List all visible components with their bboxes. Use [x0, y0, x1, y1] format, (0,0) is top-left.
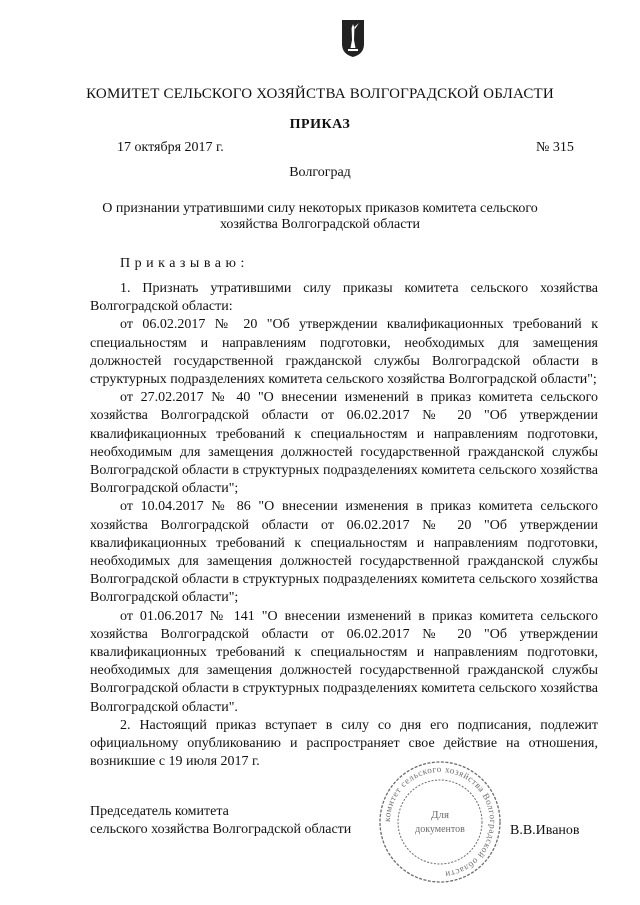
order-subject: О признании утратившими силу некоторых приказов комитета сельского хозяйства Волгоградской области: [102, 201, 538, 232]
seal-stamp: [376, 758, 504, 886]
order-number: № 315: [536, 140, 574, 155]
paragraph: от 27.02.2017 № 40 "О внесении изменений в приказ комитета сельского хозяйства Волгоградской области от 06.02.2017 № 20 "Об утверждении квалификационных требований к специальностям и направлениям подготовки, необходимым для замещения должностей государственной гражданской службы Волгоградской области в структурных подразделениях комитета сельского хозяйства Волгоградской области";: [90, 390, 598, 497]
paragraph: 1. Признать утратившими силу приказы комитета сельского хозяйства Волгоградской области:: [90, 281, 598, 315]
order-body: [90, 280, 598, 771]
signatory-title-line: Председатель комитета: [90, 804, 229, 819]
coat-of-arms-icon: [341, 18, 365, 58]
signatory-name: В.В.Иванов: [510, 823, 580, 838]
order-directive: Приказываю:: [120, 256, 249, 271]
stamp-ring-text: комитет сельского хозяйства Волгоградской области: [381, 763, 499, 880]
committee-name: КОМИТЕТ СЕЛЬСКОГО ХОЗЯЙСТВА ВОЛГОГРАДСКОЙ ОБЛАСТИ: [86, 86, 554, 102]
stamp-center-line: документов: [415, 824, 465, 835]
paragraph: от 06.02.2017 № 20 "Об утверждении квалификационных требований к специальностям и направлениям подготовки, необходимых для замещения должностей государственной гражданской службы Волгоградской области в структурных подразделениях комитета сельского хозяйства Волгоградской области";: [90, 317, 598, 388]
paragraph: 2. Настоящий приказ вступает в силу со дня его подписания, подлежит официальному опубликованию и распространяет свое действие на отношения, возникшие с 19 июля 2017 г.: [90, 717, 598, 770]
order-date: 17 октября 2017 г.: [117, 140, 224, 155]
paragraph: от 01.06.2017 № 141 "О внесении изменений в приказ комитета сельского хозяйства Волгоградской области от 06.02.2017 № 20 "Об утверждении квалификационных требований к специальностям и направлениям подготовки, необходимых для замещения должностей государственной гражданской службы Волгоградской области в структурных подразделениях комитета сельского хозяйства Волгоградской области".: [90, 608, 598, 715]
paragraph: от 10.04.2017 № 86 "О внесении изменения в приказ комитета сельского хозяйства Волгоградской области от 06.02.2017 № 20 "Об утверждении квалификационных требований к специальностям и направлениям подготовки, необходимых для замещения должностей государственной гражданской службы Волгоградской области в структурных подразделениях комитета сельского хозяйства Волгоградской области";: [90, 499, 598, 606]
signatory-title: [90, 803, 351, 839]
document-type: ПРИКАЗ: [289, 117, 351, 132]
stamp-center-line: Для: [430, 809, 450, 821]
signatory-title-line: сельского хозяйства Волгоградской области: [90, 822, 352, 837]
city: Волгоград: [289, 165, 351, 180]
stamp-inner-ring: [398, 780, 482, 864]
